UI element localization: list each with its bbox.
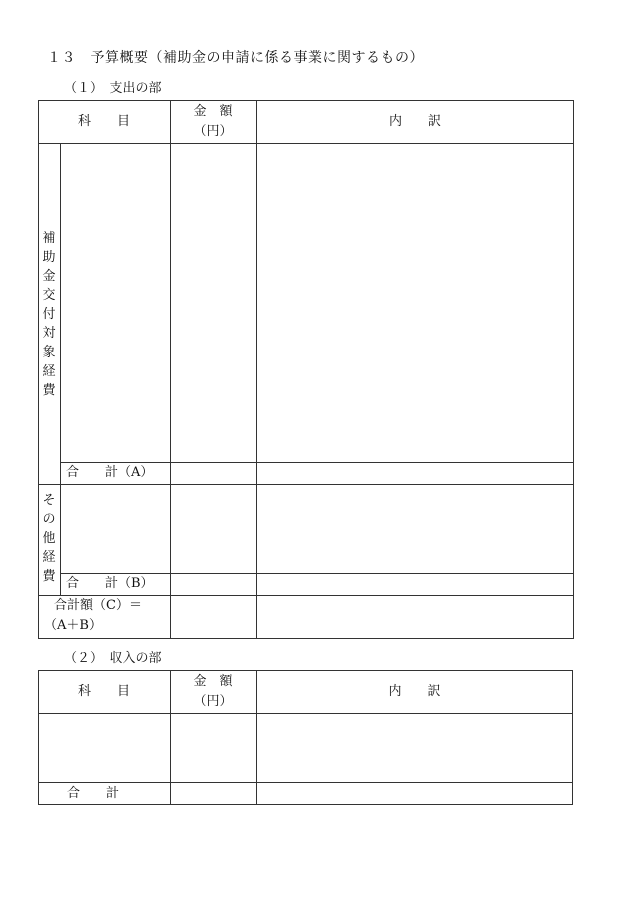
- grand-total-line1: 合計額（C）＝: [54, 598, 142, 613]
- expenditure-table: [38, 100, 574, 639]
- header-amount: [170, 100, 256, 143]
- income-header-breakdown: 内 訳: [388, 683, 441, 699]
- header-amount-unit: （円）: [193, 123, 233, 139]
- grand-total-label: [44, 596, 170, 639]
- expenditure-heading: （１） 支出の部: [64, 81, 162, 96]
- income-header-amount-label: 金 額: [193, 673, 233, 689]
- income-total-label: 合 計: [66, 785, 119, 801]
- group-subsidy-label: 補助金交付対象経費: [42, 231, 56, 398]
- income-header-amount: [170, 670, 256, 713]
- income-header-subject: 科 目: [77, 683, 130, 699]
- subtotal-b-label: 合 計（B）: [66, 576, 154, 591]
- section-title: １３ 予算概要（補助金の申請に係る事業に関するもの）: [47, 50, 424, 66]
- header-breakdown: 内 訳: [388, 113, 441, 129]
- subtotal-a-label: 合 計（A）: [66, 465, 154, 480]
- grand-total-line2: （A＋B）: [44, 618, 102, 633]
- income-heading: （２） 収入の部: [64, 651, 162, 666]
- group-other-label: その他経費: [42, 493, 56, 584]
- header-amount-label: 金 額: [193, 103, 233, 119]
- header-subject: 科 目: [77, 113, 130, 129]
- income-header-amount-unit: （円）: [193, 693, 233, 709]
